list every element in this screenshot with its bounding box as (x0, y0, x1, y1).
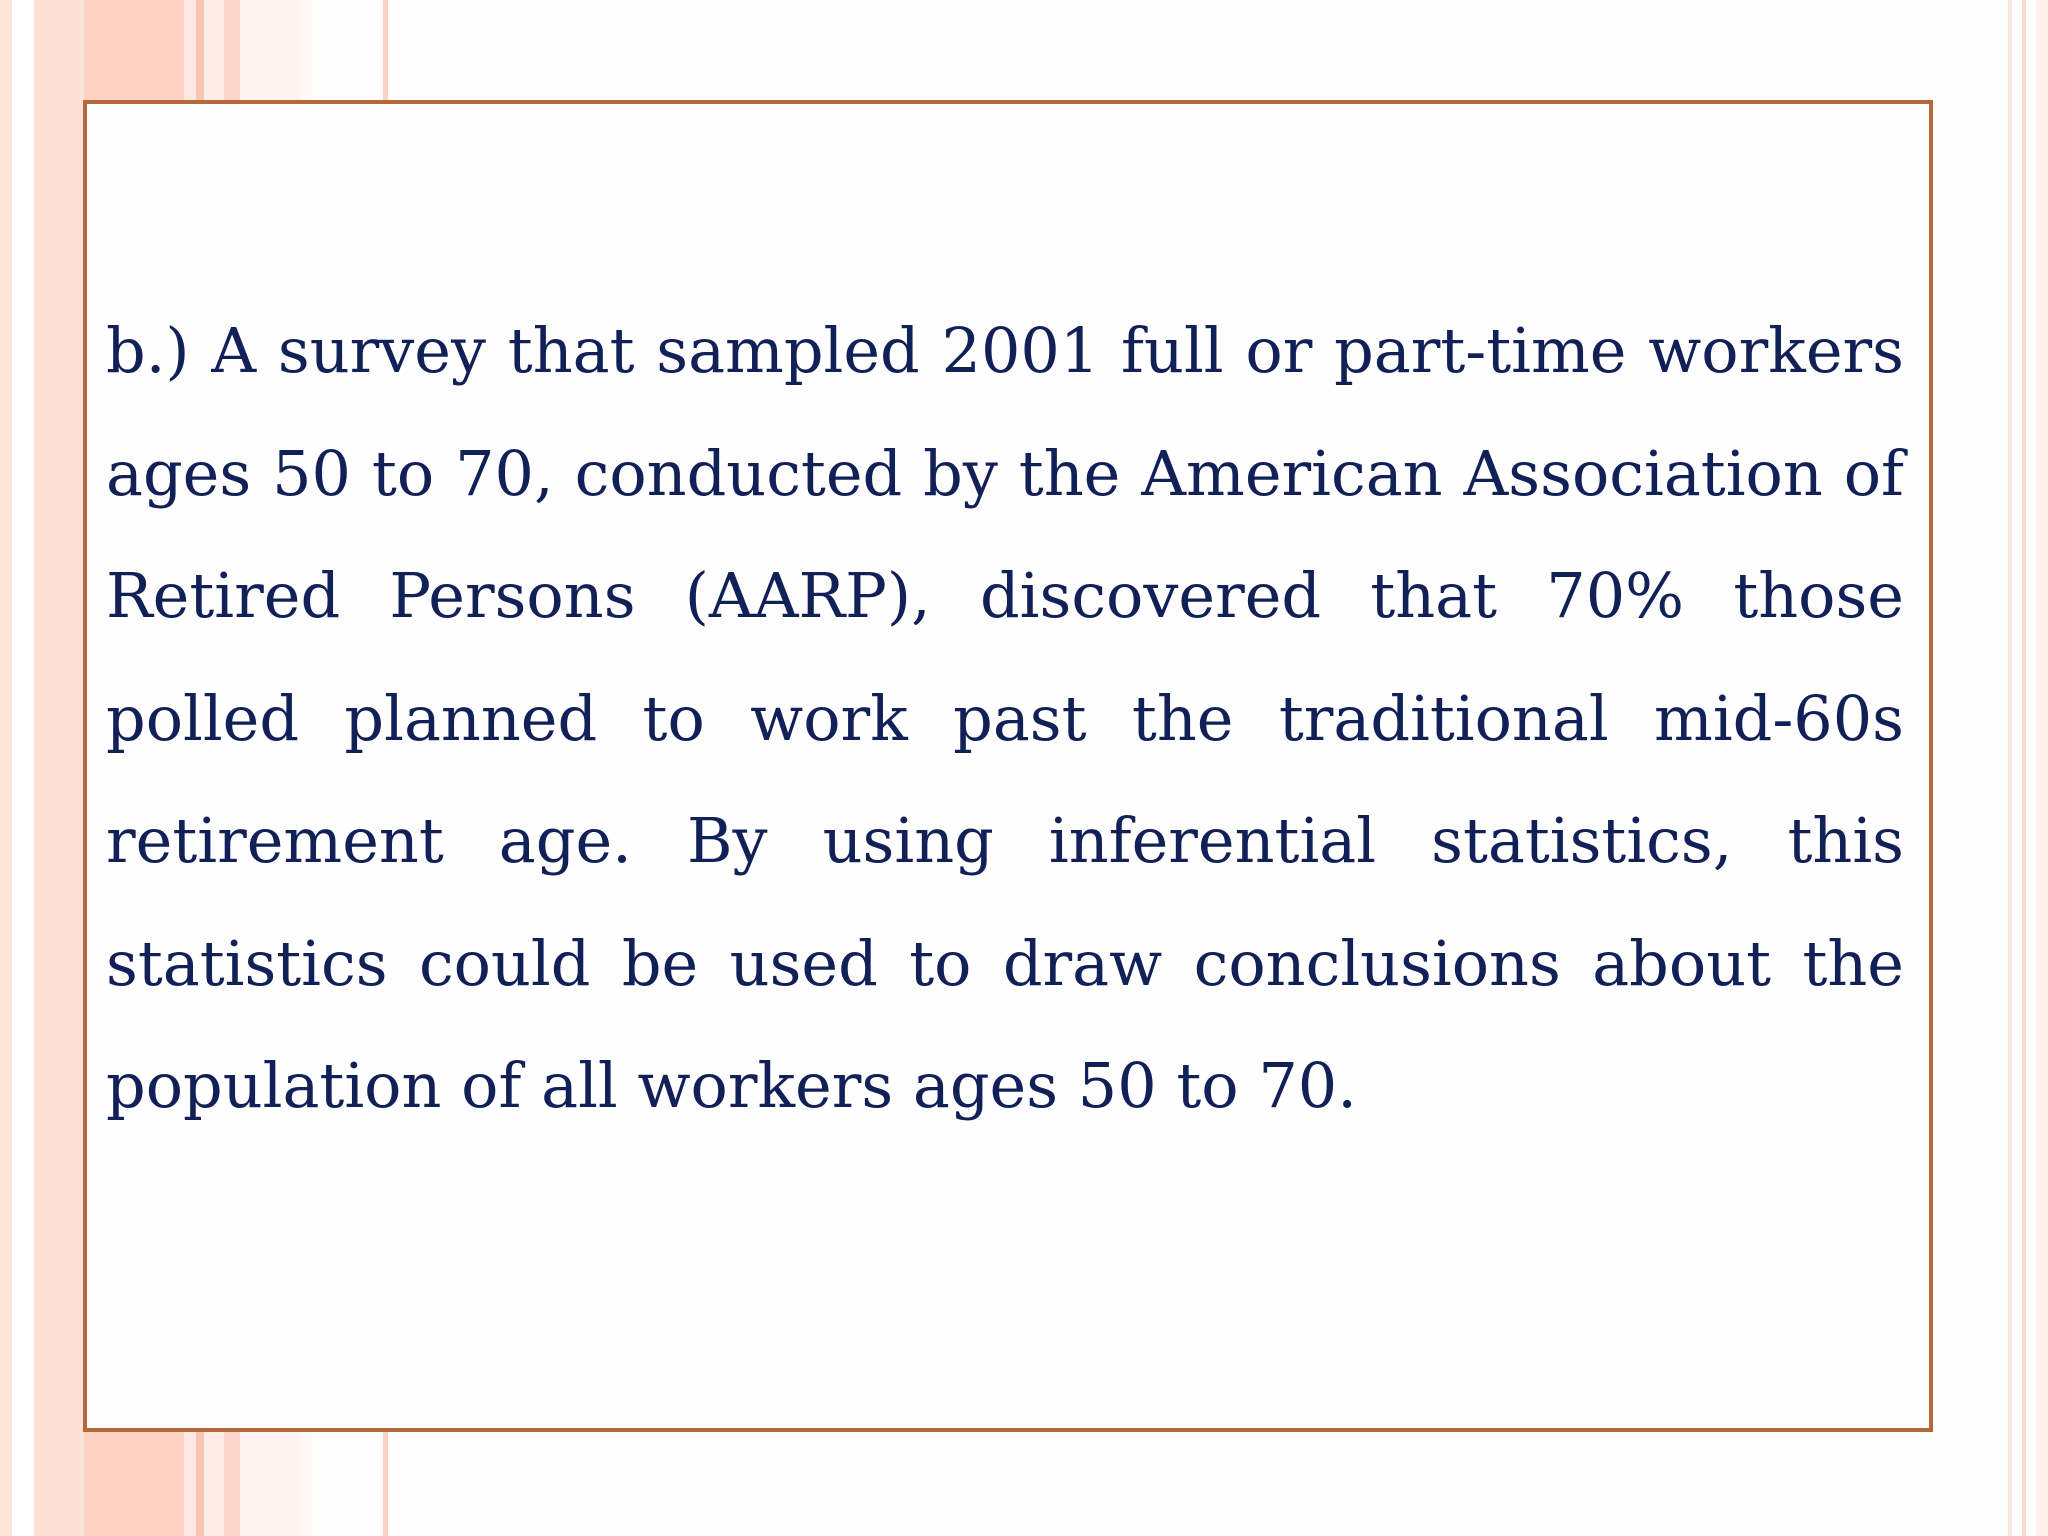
body-paragraph: b.) A survey that sampled 2001 full or part-time workers ages 50 to 70, conducted by the American Association of Retired Persons (AARP), discovered that 70% those polled planned to work past the traditional mid-60s retirement age. By using inferential statistics, this statistics could be used to draw conclusions about the population of all workers ages 50 to 70. (106, 314, 1904, 1122)
decorative-stripe (12, 0, 34, 1536)
decorative-stripe (2022, 0, 2026, 1536)
decorative-stripe (2036, 0, 2048, 1536)
decorative-stripe (0, 0, 12, 1536)
decorative-stripe (2008, 0, 2012, 1536)
decorative-stripe (34, 0, 84, 1536)
